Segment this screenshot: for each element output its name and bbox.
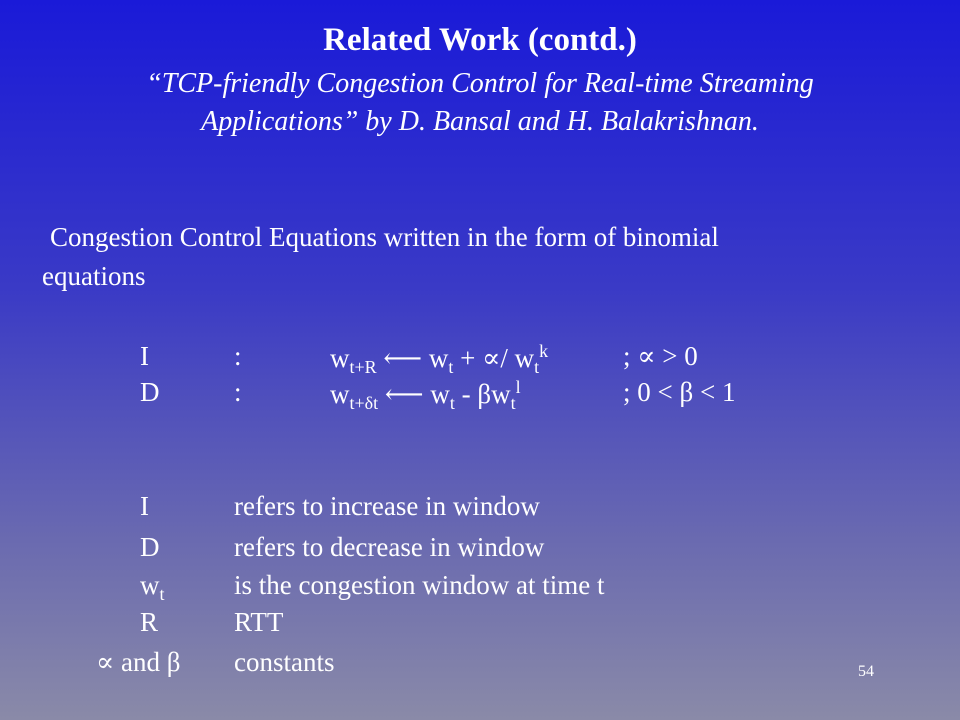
rhs-w: w [428,343,449,373]
term-subscript: t [159,584,165,604]
definition-desc-r: RTT [234,607,284,637]
lhs-w: w [330,343,350,373]
intro-line-1: Congestion Control Equations written in the form of binomial [50,222,719,252]
definition-desc-wt: is the congestion window at time t [234,570,605,600]
term-w: w [140,570,160,600]
equation-decrease-expression [330,377,521,414]
definition-desc-i: refers to increase in window [234,491,540,521]
operator-term: + ∝/ w [460,343,535,373]
lhs-subscript: t+R [349,357,377,377]
arrow-symbol: ⟵ [384,379,424,409]
equation-increase-expression [330,341,548,378]
operator-subscript: t [510,393,516,413]
definition-term-d: D [140,532,160,562]
lhs-subscript: t+δt [349,393,379,413]
definition-term-i: I [140,491,149,521]
intro-line-2: equations [42,261,146,291]
slide-title: Related Work (contd.) [323,22,637,58]
definition-desc-d: refers to decrease in window [234,532,545,562]
equation-decrease-colon: : [234,377,242,407]
definition-term-constants: ∝ and β [96,647,181,677]
subtitle-line-2: Applications” by D. Bansal and H. Balakrishnan. [201,106,759,137]
definition-term-r: R [140,607,159,637]
arrow-symbol: ⟵ [383,343,423,373]
operator-superscript: l [515,377,521,397]
lhs-w: w [330,379,350,409]
page-number: 54 [858,663,874,680]
rhs-w: w [430,379,450,409]
operator-subscript: t [534,357,540,377]
rhs-subscript: t [449,393,455,413]
definition-term-wt [140,570,165,605]
equation-increase-colon: : [234,341,242,371]
equation-increase-condition: ; ∝ > 0 [623,341,698,371]
definition-desc-constants: constants [234,647,335,677]
equation-decrease-condition: ; 0 < β < 1 [623,377,736,407]
equation-decrease-symbol: D [140,377,160,407]
operator-superscript: k [539,341,549,361]
subtitle-line-1: “TCP-friendly Congestion Control for Real-time Streaming [146,68,814,99]
rhs-subscript: t [448,357,454,377]
equation-increase-symbol: I [140,341,149,371]
operator-term: - βw [461,379,511,409]
